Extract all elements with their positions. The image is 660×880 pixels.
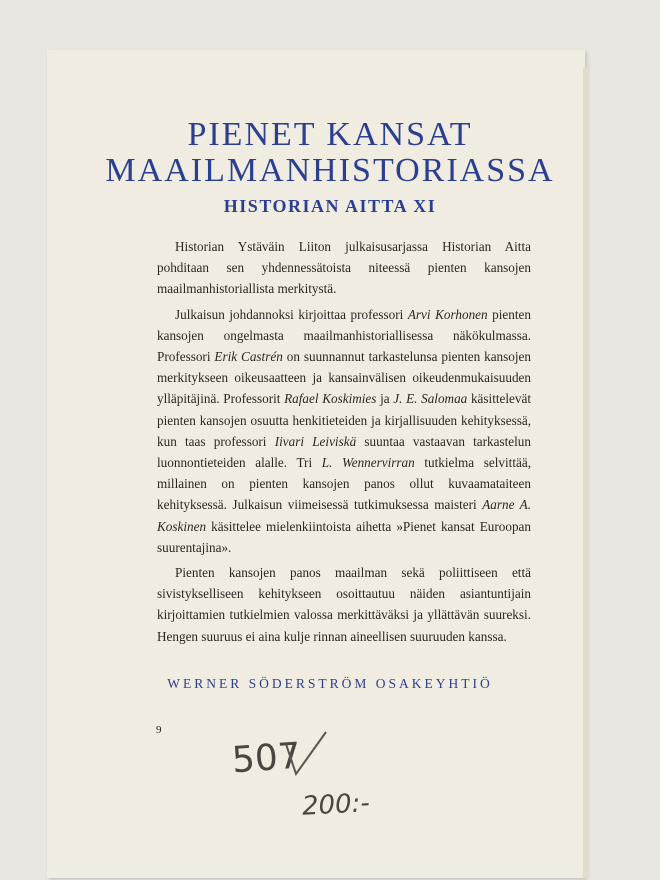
text-run: suuntaa vastaavan tarkastelun luonnontieteiden alalle. Tri — [157, 433, 531, 471]
text-run: Julkaisun johdannoksi kirjoittaa professori — [175, 306, 408, 322]
text-run: on suunnannut tarkastelunsa pienten kansojen merkitykseen oikeusaatteen ja kansainvälisen oikeudenmukaisuuden ylläpitäjinä. Professorit — [157, 349, 531, 407]
author-name: Iivari Leiviskä — [274, 433, 357, 449]
text-run: käsittelevät pienten kansojen osuutta henkitieteiden ja kirjallisuuden kehityksessä, kun taas professori — [157, 391, 531, 449]
author-name: Erik Castrén — [214, 349, 283, 365]
paragraph-1: Historian Ystäväin Liiton julkaisusarjassa Historian Aitta pohditaan sen yhdennessätoista niteessä pienten kansojen maailmanhistoriallista merkitystä. — [157, 239, 531, 297]
text-run: ja — [376, 391, 394, 407]
author-name: Rafael Koskimies — [284, 391, 377, 407]
author-name: Aarne A. Koskinen — [157, 497, 532, 534]
title-line-1: PIENET KANSAT — [187, 116, 473, 153]
handwritten-price: 200:- — [301, 788, 371, 822]
title-line-2: MAAILMANHISTORIASSA — [105, 152, 555, 189]
handwritten-tick-mark — [282, 724, 332, 784]
page-number: 9 — [156, 724, 162, 736]
publisher-name: WERNER SÖDERSTRÖM OSAKEYHTIÖ — [167, 676, 493, 691]
text-run: pienten kansojen ongelmasta maailmanhistoriallisessa näkökulmassa. Professori — [157, 306, 531, 365]
author-name: Arvi Korhonen — [407, 306, 488, 322]
description-text — [157, 236, 531, 651]
handwritten-note-1: 507 — [230, 735, 303, 782]
paragraph-2 — [157, 304, 531, 558]
text-run: tutkielma selvittää, millainen on pienten kansojen panos ollut kuvaamataiteen kehityksessä. Julkaisun viimeisessä tutkimuksessa maisteri — [157, 455, 531, 513]
paragraph-3: Pienten kansojen panos maailman sekä poliittiseen että sivistykselliseen kehitykseen osoittautuu näiden asiantuntijain kirjoittamien tutkielmien valossa merkittäväksi ja yllättävän suureksi. Hengen suuruus ei aina kulje rinnan aineellisen suuruuden kanssa. — [157, 565, 531, 644]
series-title: HISTORIAN AITTA XI — [223, 196, 437, 216]
author-name: J. E. Salomaa — [393, 391, 468, 407]
author-name: L. Wennervirran — [321, 455, 415, 471]
text-run: käsittelee mielenkiintoista aihetta »Pienet kansat Euroopan suurentajina». — [157, 518, 531, 555]
